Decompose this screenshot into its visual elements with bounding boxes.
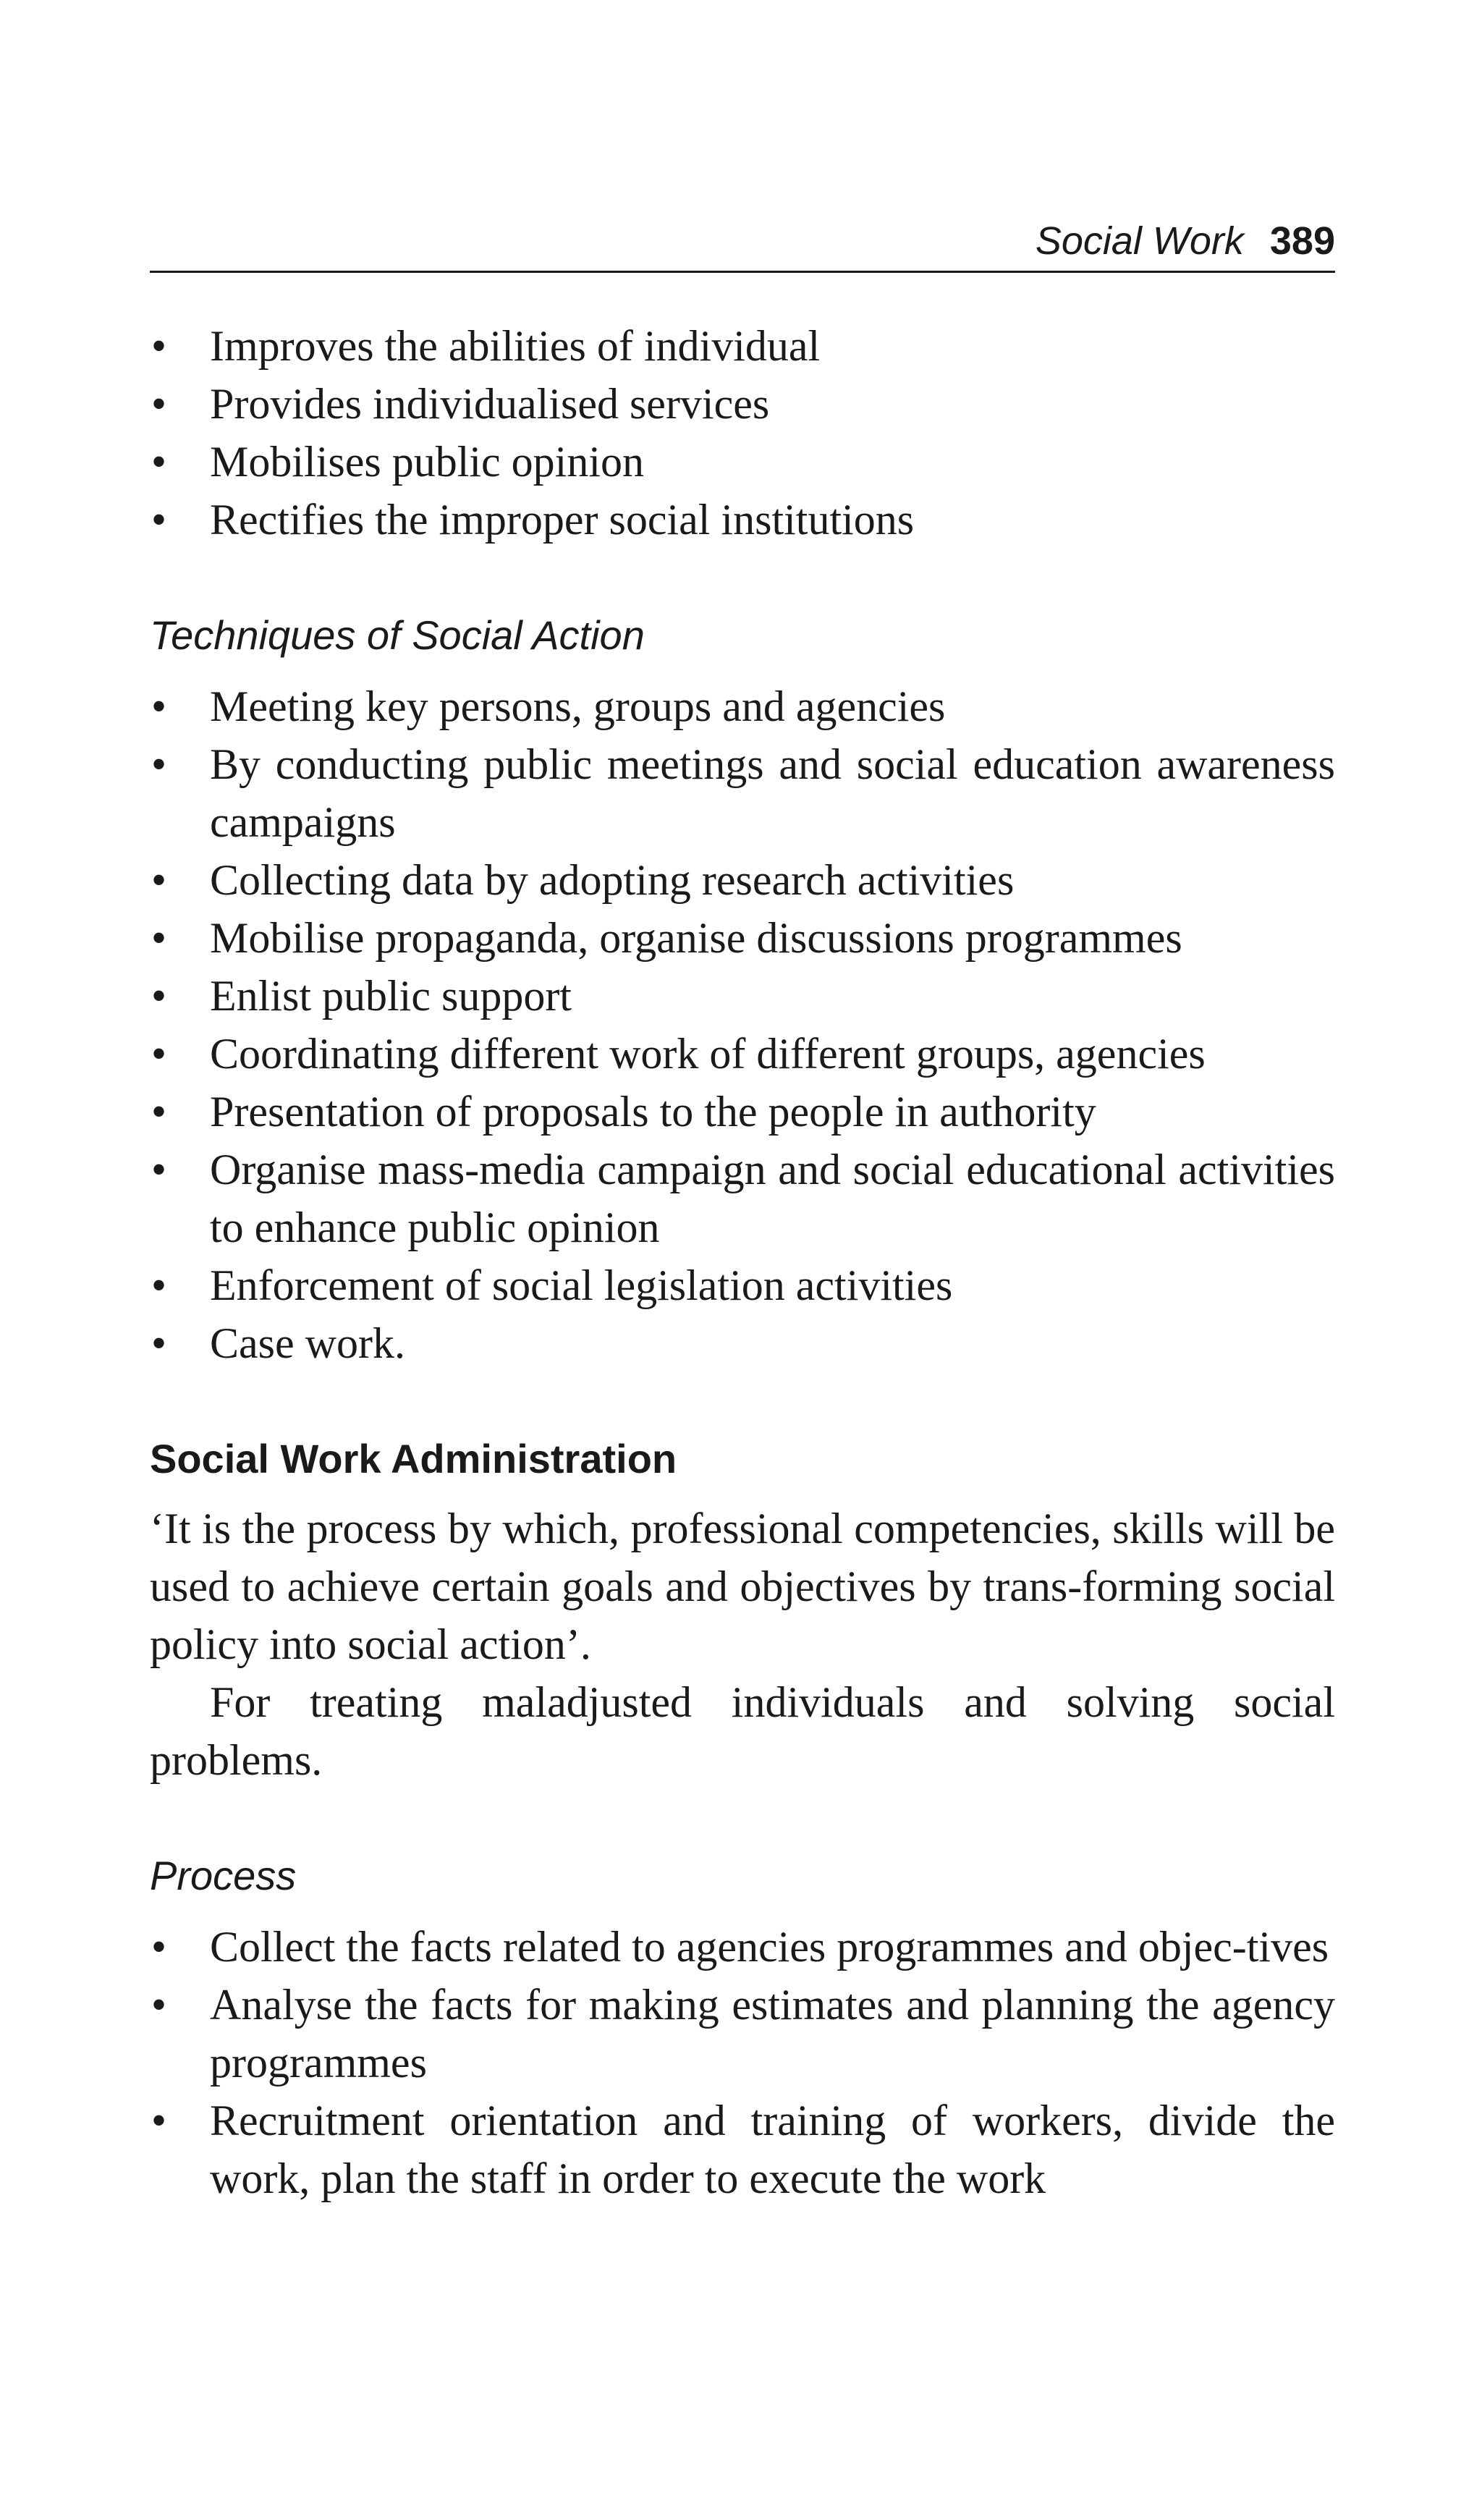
list-item: • Case work. [150,1314,1335,1372]
list-item: • Rectifies the improper social institutions [150,491,1335,549]
list-item: • Provides individualised services [150,375,1335,433]
list-item: • Collecting data by adopting research activities [150,851,1335,909]
intro-bullet-list [150,317,1335,549]
list-item: • Presentation of proposals to the people in authority [150,1083,1335,1141]
list-item: • Coordinating different work of different groups, agencies [150,1025,1335,1083]
list-item: • Mobilise propaganda, organise discussions programmes [150,909,1335,967]
list-item: • Collect the facts related to agencies programmes and objec-tives [150,1918,1335,1976]
list-item: • Meeting key persons, groups and agencies [150,677,1335,735]
administration-purpose: For treating maladjusted individuals and solving social problems. [150,1678,1335,1784]
list-item: • Enlist public support [150,967,1335,1025]
header-rule [150,271,1335,273]
list-item: • Analyse the facts for making estimates and planning the agency programmes [150,1976,1335,2092]
administration-definition: ‘It is the process by which, professional competencies, skills will be used to achieve certain goals and objectives by trans-forming social policy into social action’. [150,1505,1335,1668]
list-item: • By conducting public meetings and social education awareness campaigns [150,735,1335,851]
list-item: • Mobilises public opinion [150,433,1335,491]
list-item: • Improves the abilities of individual [150,317,1335,375]
page-body [150,317,1335,2207]
techniques-heading: Techniques of Social Action [150,612,645,658]
page-number: 389 [1269,219,1335,263]
administration-heading: Social Work Administration [150,1436,677,1481]
techniques-list [150,677,1335,1372]
process-heading: Process [150,1853,297,1898]
running-head [1036,216,1335,266]
list-item: • Recruitment orientation and training of workers, divide the work, plan the staff in order to execute the work [150,2092,1335,2207]
running-title: Social Work [1035,219,1244,263]
list-item: • Enforcement of social legislation activities [150,1256,1335,1314]
process-list [150,1918,1335,2207]
list-item: • Organise mass-media campaign and social educational activities to enhance public opinion [150,1141,1335,1256]
